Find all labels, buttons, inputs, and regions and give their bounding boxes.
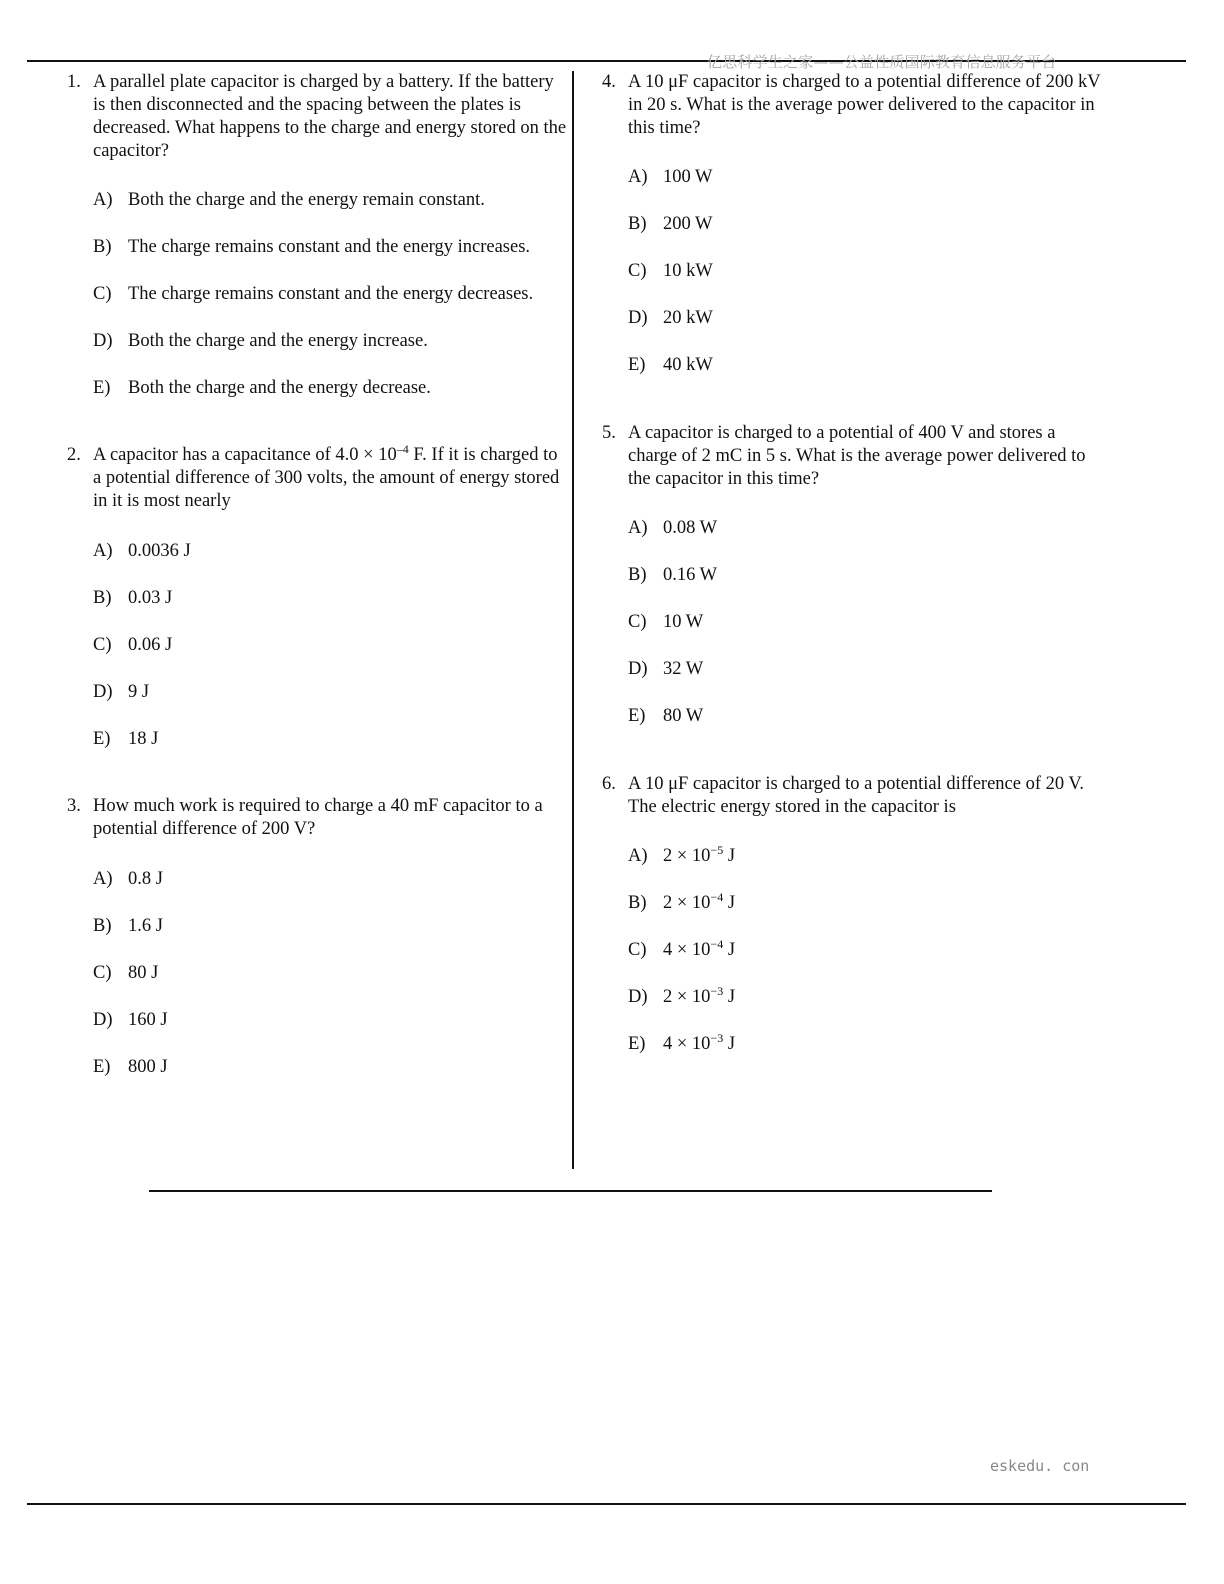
option-a <box>628 845 735 868</box>
option-unit: J <box>723 987 736 1007</box>
option-label: B) <box>93 237 112 257</box>
question-4 <box>602 71 1102 375</box>
option-c <box>93 283 533 306</box>
option-unit: J <box>723 893 736 913</box>
option-label: D) <box>93 682 113 702</box>
option-d <box>93 681 149 704</box>
option-a <box>628 517 717 540</box>
option-text: 0.8 J <box>128 869 163 889</box>
option-text: 80 W <box>663 706 704 726</box>
option-text: 0.0036 J <box>128 541 191 561</box>
option-label: D) <box>628 308 648 328</box>
option-label: A) <box>628 518 648 538</box>
option-text: 9 J <box>128 682 150 702</box>
question-3 <box>67 795 567 1077</box>
question-text-post: F. If it is charged to a potential difference of 300 volts, the amount of energy stored in it is most nearly <box>93 445 560 511</box>
option-e <box>628 1033 735 1056</box>
option-mantissa: 2 × 10 <box>663 846 711 866</box>
option-a <box>93 189 485 212</box>
question-text-pre: A capacitor has a capacitance of 4.0 × 10 <box>93 445 397 465</box>
option-label: D) <box>93 331 113 351</box>
option-text: The charge remains constant and the energy decreases. <box>128 284 534 304</box>
option-text: 20 kW <box>663 308 713 328</box>
question-number: 1. <box>67 72 81 92</box>
option-label: B) <box>628 893 647 913</box>
option-b <box>628 213 713 236</box>
option-text: Both the charge and the energy decrease. <box>128 378 431 398</box>
option-label: E) <box>93 378 111 398</box>
option-c <box>628 939 735 962</box>
option-c <box>628 611 703 634</box>
option-e <box>93 377 431 400</box>
option-label: E) <box>93 1057 111 1077</box>
option-label: C) <box>628 612 647 632</box>
option-label: A) <box>93 190 113 210</box>
option-text: 1.6 J <box>128 916 163 936</box>
option-d <box>628 658 703 681</box>
option-b <box>93 587 172 610</box>
question-number: 6. <box>602 774 616 794</box>
question-text: A 10 μF capacitor is charged to a potential difference of 200 kV in 20 s. What is the average power delivered to the capacitor in this time? <box>628 72 1101 138</box>
option-label: C) <box>93 963 112 983</box>
option-mantissa: 2 × 10 <box>663 987 711 1007</box>
exponent: −4 <box>710 890 724 904</box>
option-text: 0.06 J <box>128 635 173 655</box>
question-stem <box>602 71 1102 140</box>
option-a <box>93 540 191 563</box>
question-stem <box>67 444 567 513</box>
option-e <box>93 1056 168 1079</box>
option-unit: J <box>723 940 736 960</box>
option-label: D) <box>93 1010 113 1030</box>
option-label: E) <box>93 729 111 749</box>
exponent: −5 <box>710 843 724 857</box>
option-d <box>628 307 713 330</box>
option-label: B) <box>628 214 647 234</box>
question-number: 4. <box>602 72 616 92</box>
option-label: B) <box>628 565 647 585</box>
option-label: B) <box>93 916 112 936</box>
option-label: E) <box>628 355 646 375</box>
option-d <box>93 1009 168 1032</box>
option-unit: J <box>723 846 736 866</box>
option-e <box>628 705 703 728</box>
footer-site-text: eskedu. con <box>990 1457 1090 1475</box>
option-text: 160 J <box>128 1010 168 1030</box>
option-b <box>93 236 530 259</box>
option-text: Both the charge and the energy remain constant. <box>128 190 485 210</box>
question-stem <box>67 71 567 163</box>
question-stem <box>602 422 1102 491</box>
option-c <box>93 962 158 985</box>
option-a <box>628 166 713 189</box>
option-c <box>628 260 713 283</box>
option-text: 0.03 J <box>128 588 173 608</box>
question-2 <box>67 442 567 749</box>
option-mantissa: 2 × 10 <box>663 893 711 913</box>
option-b <box>628 564 717 587</box>
exponent: –4 <box>396 442 409 456</box>
option-e <box>93 728 158 751</box>
option-text: 100 W <box>663 167 713 187</box>
question-stem <box>602 773 1102 819</box>
option-mantissa: 4 × 10 <box>663 940 711 960</box>
option-text: 40 kW <box>663 355 713 375</box>
option-label: E) <box>628 1034 646 1054</box>
option-text: 800 J <box>128 1057 168 1077</box>
exponent: −3 <box>710 984 724 998</box>
option-text: 10 W <box>663 612 704 632</box>
watermark: 亿思科学生之家——公益性质国际教育信息服务平台 <box>707 53 1057 71</box>
question-text: A parallel plate capacitor is charged by a battery. If the battery is then disconnected and the spacing between the plates is decreased. What happens to the charge and energy stored on the capacitor? <box>93 72 567 161</box>
exponent: −4 <box>710 937 724 951</box>
option-text: 0.08 W <box>663 518 718 538</box>
option-text: Both the charge and the energy increase. <box>128 331 428 351</box>
option-b <box>628 892 735 915</box>
question-text: A 10 μF capacitor is charged to a potential difference of 20 V. The electric energy stored in the capacitor is <box>628 774 1085 817</box>
option-label: C) <box>628 261 647 281</box>
option-text: 32 W <box>663 659 704 679</box>
question-stem <box>67 795 567 841</box>
option-label: A) <box>93 541 113 561</box>
option-text: 0.16 W <box>663 565 718 585</box>
option-label: A) <box>628 167 648 187</box>
question-number: 3. <box>67 796 81 816</box>
exponent: −3 <box>710 1031 724 1045</box>
option-text: 10 kW <box>663 261 713 281</box>
question-number: 5. <box>602 423 616 443</box>
option-text: 200 W <box>663 214 713 234</box>
option-label: B) <box>93 588 112 608</box>
question-text: How much work is required to charge a 40 mF capacitor to a potential difference of 200 V? <box>93 796 543 839</box>
option-text: The charge remains constant and the energy increases. <box>128 237 531 257</box>
option-e <box>628 354 713 377</box>
section-end-rule <box>149 1190 992 1192</box>
question-1 <box>67 71 567 398</box>
question-5 <box>602 422 1102 726</box>
option-b <box>93 915 163 938</box>
option-label: D) <box>628 987 648 1007</box>
question-text: A capacitor is charged to a potential of 400 V and stores a charge of 2 mC in 5 s. What is the average power delivered to the capacitor in this time? <box>628 423 1086 489</box>
option-label: E) <box>628 706 646 726</box>
option-text: 80 J <box>128 963 159 983</box>
option-d <box>628 986 735 1009</box>
option-label: D) <box>628 659 648 679</box>
option-d <box>93 330 428 353</box>
option-label: C) <box>93 284 112 304</box>
option-text: 18 J <box>128 729 159 749</box>
option-a <box>93 868 163 891</box>
option-c <box>93 634 172 657</box>
option-mantissa: 4 × 10 <box>663 1034 711 1054</box>
option-label: C) <box>628 940 647 960</box>
column-divider <box>572 71 574 1169</box>
bottom-rule <box>27 1503 1186 1505</box>
option-label: A) <box>93 869 113 889</box>
option-label: C) <box>93 635 112 655</box>
option-label: A) <box>628 846 648 866</box>
question-number: 2. <box>67 445 81 465</box>
option-unit: J <box>723 1034 736 1054</box>
